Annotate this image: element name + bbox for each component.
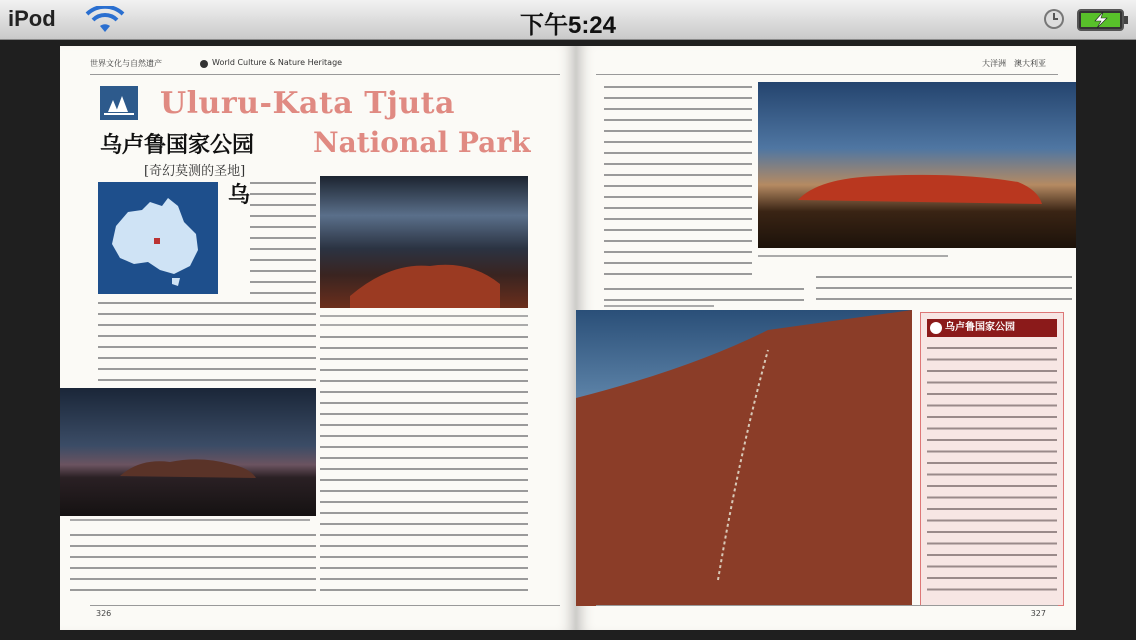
body-text-col1-mid: [98, 298, 316, 386]
battery-charging-icon: [1077, 9, 1129, 31]
left-page[interactable]: [60, 46, 576, 630]
photo-caption-left: [70, 516, 310, 526]
footer-divider-right: [596, 605, 1058, 606]
page-header-cn: 世界文化与自然遗产: [90, 59, 162, 68]
reader-view[interactable]: [0, 40, 1136, 640]
title-english-line2: National Park: [313, 126, 531, 159]
uluru-climb-photo: [576, 310, 912, 606]
subtitle: [奇幻莫测的圣地]: [144, 164, 246, 179]
infobox-text: [927, 343, 1057, 599]
title-chinese: 乌卢鲁国家公园: [100, 133, 255, 158]
photo-caption-climb: [604, 302, 714, 310]
uluru-night-photo: [60, 388, 316, 516]
body-text-col1-top: [250, 178, 316, 296]
right-page[interactable]: [576, 46, 1076, 630]
page-number-right: 327: [1030, 609, 1046, 618]
device-name: iPod: [8, 6, 56, 31]
body-text-col4: [816, 272, 1072, 306]
photo-caption-sunset: [758, 252, 948, 262]
uluru-sunset-photo: [758, 82, 1076, 248]
photo-caption-storm: [320, 312, 528, 330]
australia-map: [98, 182, 218, 294]
title-english-line1: Uluru-Kata Tjuta: [160, 86, 455, 121]
body-text-col2: [320, 332, 528, 596]
header-bullet-icon: [200, 60, 208, 68]
body-text-col1-bottom: [70, 530, 316, 598]
infobox-icon: [930, 322, 942, 334]
dropcap: 乌: [228, 183, 251, 208]
clock-time: 下午5:24: [519, 12, 617, 39]
page-number-left: 326: [96, 609, 112, 618]
body-text-col3: [604, 82, 752, 304]
uluru-storm-photo: [320, 176, 528, 308]
header-divider: [90, 74, 560, 75]
alarm-clock-icon: [1042, 7, 1066, 31]
footer-divider: [90, 605, 560, 606]
page-header-right: 大洋洲 澳大利亚: [982, 59, 1046, 68]
heritage-logo-icon: [100, 86, 138, 120]
infobox-title: 乌卢鲁国家公园: [927, 319, 1057, 337]
page-header-en: World Culture & Nature Heritage: [212, 58, 343, 67]
header-divider-right: [596, 74, 1058, 75]
status-bar: [0, 0, 1136, 40]
info-sidebar: [920, 312, 1064, 606]
